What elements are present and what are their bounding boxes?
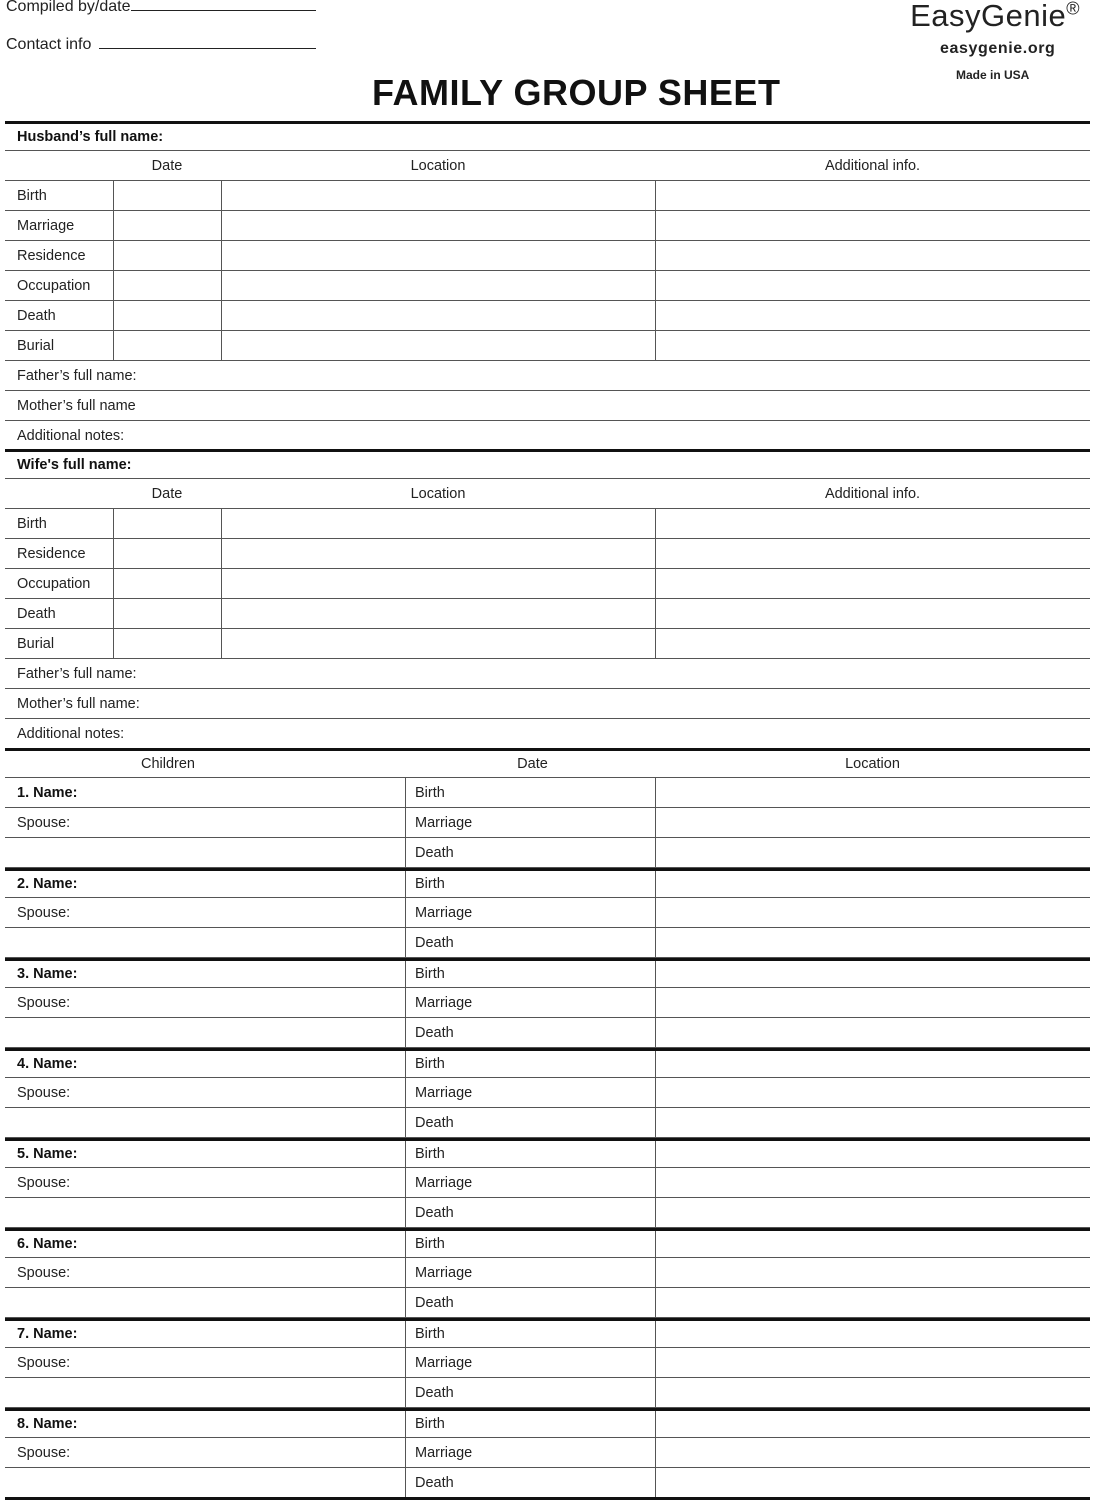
wife-event-row xyxy=(5,539,1090,569)
child-spouse-label: Spouse: xyxy=(17,1084,71,1101)
husband-event-date-field[interactable] xyxy=(113,271,221,300)
husband-name-row xyxy=(5,121,1090,151)
child-name-label: 7. Name: xyxy=(17,1326,78,1342)
wife-event-date-field[interactable] xyxy=(113,569,221,598)
husband-event-location-field[interactable] xyxy=(221,241,655,270)
compiled-by-field[interactable] xyxy=(131,10,316,11)
child-blank-cell xyxy=(5,1108,405,1137)
child-location-field[interactable] xyxy=(655,1078,1090,1107)
wife-notes-label: Additional notes: xyxy=(17,725,125,742)
child-event-label: Marriage xyxy=(405,1078,655,1107)
husband-name-label: Husband’s full name: xyxy=(17,129,164,145)
husband-event-date-field[interactable] xyxy=(113,301,221,330)
child-blank-cell xyxy=(5,1468,405,1497)
child-event-label: Birth xyxy=(405,1231,655,1257)
wife-event-location-field[interactable] xyxy=(221,629,655,658)
child-row xyxy=(5,1438,1090,1468)
child-name-label: 8. Name: xyxy=(17,1416,78,1432)
husband-event-row xyxy=(5,331,1090,361)
child-row xyxy=(5,1348,1090,1378)
child-location-field[interactable] xyxy=(655,1141,1090,1167)
wife-event-date-field[interactable] xyxy=(113,629,221,658)
husband-event-info-field[interactable] xyxy=(655,271,1090,300)
child-row xyxy=(5,1408,1090,1438)
child-location-field[interactable] xyxy=(655,898,1090,927)
husband-event-label: Residence xyxy=(17,247,86,264)
children-col-location: Location xyxy=(845,756,900,772)
husband-col-info: Additional info. xyxy=(824,157,921,174)
wife-event-row xyxy=(5,509,1090,539)
husband-event-info-field[interactable] xyxy=(655,241,1090,270)
child-location-field[interactable] xyxy=(655,1288,1090,1317)
child-row xyxy=(5,778,1090,808)
wife-event-location-field[interactable] xyxy=(221,509,655,538)
child-row xyxy=(5,1018,1090,1048)
husband-event-info-field[interactable] xyxy=(655,301,1090,330)
husband-event-location-field[interactable] xyxy=(221,301,655,330)
husband-event-row xyxy=(5,301,1090,331)
wife-event-row xyxy=(5,569,1090,599)
child-spouse-label: Spouse: xyxy=(17,904,71,921)
husband-event-location-field[interactable] xyxy=(221,271,655,300)
child-event-label: Marriage xyxy=(405,1168,655,1197)
brand-mark: ® xyxy=(1066,0,1080,19)
child-row xyxy=(5,898,1090,928)
wife-event-label: Residence xyxy=(17,545,86,562)
wife-col-info: Additional info. xyxy=(824,485,921,502)
husband-event-location-field[interactable] xyxy=(221,331,655,360)
wife-event-row xyxy=(5,629,1090,659)
child-blank-cell xyxy=(5,838,405,867)
child-event-label: Marriage xyxy=(405,988,655,1017)
child-event-label: Birth xyxy=(405,961,655,987)
child-name-label: 3. Name: xyxy=(17,966,78,982)
child-event-label: Marriage xyxy=(405,1348,655,1377)
child-row xyxy=(5,1138,1090,1168)
child-row xyxy=(5,1168,1090,1198)
husband-event-date-field[interactable] xyxy=(113,241,221,270)
husband-event-label: Occupation xyxy=(17,277,91,294)
wife-father-label: Father’s full name: xyxy=(17,665,137,682)
child-row xyxy=(5,1198,1090,1228)
husband-event-label: Death xyxy=(17,307,56,324)
husband-event-info-field[interactable] xyxy=(655,331,1090,360)
husband-event-row xyxy=(5,271,1090,301)
child-name-label: 2. Name: xyxy=(17,876,78,892)
wife-col-location: Location xyxy=(410,485,466,502)
child-blank-cell xyxy=(5,928,405,957)
child-location-field[interactable] xyxy=(655,871,1090,897)
wife-event-date-field[interactable] xyxy=(113,599,221,628)
compiled-by-label: Compiled by/date xyxy=(6,0,131,15)
wife-event-label: Occupation xyxy=(17,575,91,592)
child-event-label: Death xyxy=(405,928,655,957)
contact-info-field[interactable] xyxy=(99,48,316,49)
child-location-field[interactable] xyxy=(655,1051,1090,1077)
brand-name: EasyGenie xyxy=(910,0,1067,33)
child-row xyxy=(5,1078,1090,1108)
husband-event-info-field[interactable] xyxy=(655,181,1090,210)
wife-mother-label: Mother’s full name: xyxy=(17,695,140,712)
wife-event-location-field[interactable] xyxy=(221,539,655,568)
child-location-field[interactable] xyxy=(655,1168,1090,1197)
child-location-field[interactable] xyxy=(655,928,1090,957)
children-col-children: Children xyxy=(141,756,195,772)
child-event-label: Birth xyxy=(405,871,655,897)
child-spouse-label: Spouse: xyxy=(17,1174,71,1191)
children-col-date: Date xyxy=(517,756,548,772)
husband-event-date-field[interactable] xyxy=(113,181,221,210)
child-location-field[interactable] xyxy=(655,1258,1090,1287)
wife-event-info-field[interactable] xyxy=(655,509,1090,538)
wife-event-label: Burial xyxy=(17,635,55,652)
wife-event-date-field[interactable] xyxy=(113,539,221,568)
contact-info-line xyxy=(6,36,316,54)
child-row xyxy=(5,1288,1090,1318)
child-row xyxy=(5,958,1090,988)
husband-father-label: Father’s full name: xyxy=(17,367,137,384)
child-row xyxy=(5,1048,1090,1078)
husband-event-label: Birth xyxy=(17,187,47,204)
husband-father-row xyxy=(5,361,1090,391)
child-event-label: Birth xyxy=(405,1051,655,1077)
husband-event-label: Marriage xyxy=(17,217,75,234)
child-event-label: Death xyxy=(405,1468,655,1497)
child-location-field[interactable] xyxy=(655,1411,1090,1437)
husband-event-info-field[interactable] xyxy=(655,211,1090,240)
child-location-field[interactable] xyxy=(655,1321,1090,1347)
child-row xyxy=(5,838,1090,868)
wife-event-info-field[interactable] xyxy=(655,629,1090,658)
child-name-label: 4. Name: xyxy=(17,1056,78,1072)
child-row xyxy=(5,1228,1090,1258)
child-row xyxy=(5,928,1090,958)
wife-event-info-field[interactable] xyxy=(655,569,1090,598)
child-spouse-label: Spouse: xyxy=(17,1264,71,1281)
child-event-label: Birth xyxy=(405,1411,655,1437)
child-spouse-label: Spouse: xyxy=(17,1444,71,1461)
child-event-label: Death xyxy=(405,1108,655,1137)
child-row xyxy=(5,868,1090,898)
wife-name-label: Wife's full name: xyxy=(17,457,132,473)
husband-mother-label: Mother’s full name xyxy=(17,397,136,414)
made-in-label: Made in USA xyxy=(956,68,1030,82)
wife-notes-row xyxy=(5,719,1090,749)
wife-name-row xyxy=(5,449,1090,479)
wife-event-location-field[interactable] xyxy=(221,599,655,628)
child-event-label: Marriage xyxy=(405,898,655,927)
child-location-field[interactable] xyxy=(655,778,1090,807)
child-row xyxy=(5,1108,1090,1138)
child-row xyxy=(5,1258,1090,1288)
child-blank-cell xyxy=(5,1198,405,1227)
child-spouse-label: Spouse: xyxy=(17,1354,71,1371)
brand-logo xyxy=(910,0,1080,34)
child-name-label: 1. Name: xyxy=(17,784,78,801)
child-location-field[interactable] xyxy=(655,1198,1090,1227)
husband-event-date-field[interactable] xyxy=(113,331,221,360)
child-event-label: Marriage xyxy=(405,808,655,837)
child-location-field[interactable] xyxy=(655,1108,1090,1137)
husband-event-location-field[interactable] xyxy=(221,181,655,210)
child-location-field[interactable] xyxy=(655,988,1090,1017)
child-location-field[interactable] xyxy=(655,838,1090,867)
child-event-label: Death xyxy=(405,1018,655,1047)
child-event-label: Death xyxy=(405,1288,655,1317)
child-event-label: Birth xyxy=(405,1141,655,1167)
husband-event-row xyxy=(5,181,1090,211)
child-blank-cell xyxy=(5,1018,405,1047)
wife-event-location-field[interactable] xyxy=(221,569,655,598)
child-event-label: Birth xyxy=(405,778,655,807)
wife-column-header xyxy=(5,479,1090,509)
husband-event-date-field[interactable] xyxy=(113,211,221,240)
husband-event-location-field[interactable] xyxy=(221,211,655,240)
child-event-label: Death xyxy=(405,1378,655,1407)
child-spouse-label: Spouse: xyxy=(17,814,71,831)
wife-event-label: Death xyxy=(17,605,56,622)
child-name-label: 6. Name: xyxy=(17,1236,78,1252)
husband-event-row xyxy=(5,211,1090,241)
wife-event-info-field[interactable] xyxy=(655,539,1090,568)
child-row xyxy=(5,1318,1090,1348)
child-location-field[interactable] xyxy=(655,808,1090,837)
child-blank-cell xyxy=(5,1288,405,1317)
husband-event-label: Burial xyxy=(17,337,55,354)
children-column-header xyxy=(5,748,1090,778)
child-location-field[interactable] xyxy=(655,1018,1090,1047)
husband-notes-label: Additional notes: xyxy=(17,427,125,444)
wife-father-row xyxy=(5,659,1090,689)
child-name-label: 5. Name: xyxy=(17,1146,78,1162)
wife-event-info-field[interactable] xyxy=(655,599,1090,628)
contact-info-label: Contact info xyxy=(6,36,92,53)
compiled-by-line xyxy=(6,0,316,16)
child-row xyxy=(5,1468,1090,1498)
child-row xyxy=(5,988,1090,1018)
child-event-label: Marriage xyxy=(405,1438,655,1467)
child-location-field[interactable] xyxy=(655,1468,1090,1497)
husband-notes-row xyxy=(5,421,1090,451)
child-event-label: Death xyxy=(405,838,655,867)
child-spouse-label: Spouse: xyxy=(17,994,71,1011)
child-event-label: Birth xyxy=(405,1321,655,1347)
husband-col-date: Date xyxy=(151,157,183,174)
wife-mother-row xyxy=(5,689,1090,719)
child-location-field[interactable] xyxy=(655,1438,1090,1467)
child-event-label: Marriage xyxy=(405,1258,655,1287)
wife-event-label: Birth xyxy=(17,515,47,532)
child-row xyxy=(5,1378,1090,1408)
site-url: easygenie.org xyxy=(940,40,1056,57)
wife-col-date: Date xyxy=(151,485,183,502)
husband-mother-row xyxy=(5,391,1090,421)
child-event-label: Death xyxy=(405,1198,655,1227)
page-title: FAMILY GROUP SHEET xyxy=(372,72,781,113)
child-location-field[interactable] xyxy=(655,1231,1090,1257)
husband-column-header xyxy=(5,151,1090,181)
wife-event-row xyxy=(5,599,1090,629)
husband-col-location: Location xyxy=(410,157,466,174)
wife-event-date-field[interactable] xyxy=(113,509,221,538)
child-blank-cell xyxy=(5,1378,405,1407)
child-location-field[interactable] xyxy=(655,961,1090,987)
husband-event-row xyxy=(5,241,1090,271)
child-row xyxy=(5,808,1090,838)
child-location-field[interactable] xyxy=(655,1348,1090,1377)
child-location-field[interactable] xyxy=(655,1378,1090,1407)
